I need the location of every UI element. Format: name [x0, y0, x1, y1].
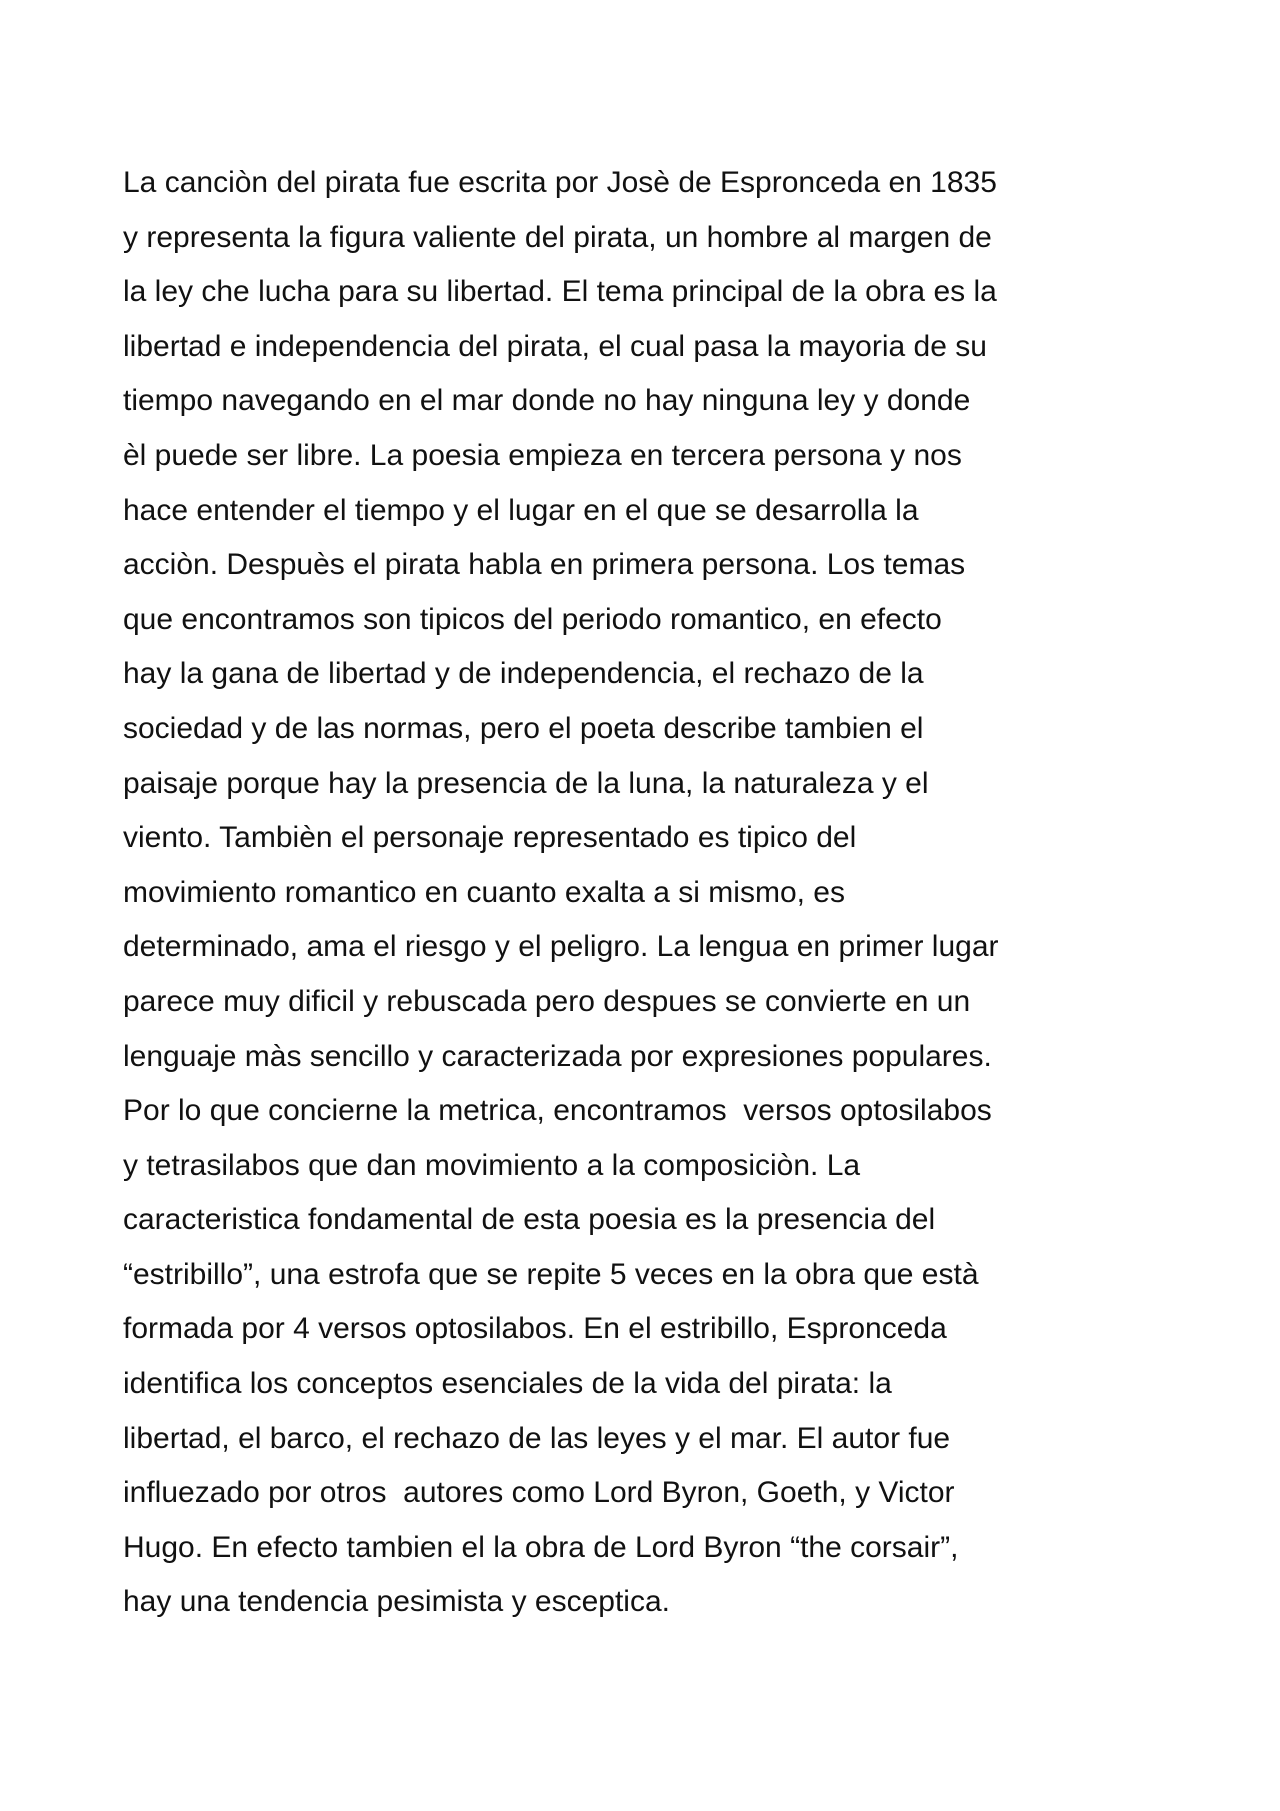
text-line: y tetrasilabos que dan movimiento a la composiciòn. La [123, 1148, 861, 1182]
text-line: libertad e independencia del pirata, el cual pasa la mayoria de su [123, 329, 987, 363]
text-line: hay una tendencia pesimista y esceptica. [123, 1585, 670, 1619]
text-line: lenguaje màs sencillo y caracterizada por expresiones populares. [123, 1039, 992, 1073]
text-line: la ley che lucha para su libertad. El tema principal de la obra es la [123, 275, 997, 309]
text-line: sociedad y de las normas, pero el poeta describe tambien el [123, 711, 924, 745]
text-line: acciòn. Despuès el pirata habla en primera persona. Los temas [123, 548, 966, 582]
text-line: viento. Tambièn el personaje representado es tipico del [123, 821, 857, 855]
text-line: hay la gana de libertad y de independencia, el rechazo de la [123, 657, 924, 691]
text-line: “estribillo”, una estrofa que se repite 5 veces en la obra que està [123, 1257, 979, 1291]
text-line: identifica los conceptos esenciales de la vida del pirata: la [123, 1367, 892, 1401]
text-line: èl puede ser libre. La poesia empieza en tercera persona y nos [123, 438, 962, 472]
text-line: movimiento romantico en cuanto exalta a si mismo, es [123, 875, 845, 909]
text-line: Hugo. En efecto tambien el la obra de Lord Byron “the corsair”, [123, 1530, 959, 1564]
text-line: que encontramos son tipicos del periodo romantico, en efecto [123, 602, 942, 636]
text-line: caracteristica fondamental de esta poesia es la presencia del [123, 1203, 936, 1237]
text-line: hace entender el tiempo y el lugar en el que se desarrolla la [123, 493, 919, 527]
text-line: libertad, el barco, el rechazo de las leyes y el mar. El autor fue [123, 1421, 951, 1455]
text-line: determinado, ama el riesgo y el peligro. La lengua en primer lugar [123, 930, 999, 964]
text-line: La canciòn del pirata fue escrita por Josè de Espronceda en 1835 [123, 166, 997, 199]
text-line: formada por 4 versos optosilabos. En el estribillo, Espronceda [123, 1312, 947, 1346]
text-line: paisaje porque hay la presencia de la luna, la naturaleza y el [123, 766, 929, 800]
text-line: Por lo que concierne la metrica, encontramos versos optosilabos [123, 1094, 992, 1128]
text-line: parece muy dificil y rebuscada pero despues se convierte en un [123, 984, 971, 1018]
text-line: influezado por otros autores como Lord Byron, Goeth, y Victor [123, 1476, 955, 1510]
text-line: tiempo navegando en el mar donde no hay ninguna ley y donde [123, 384, 971, 418]
body-paragraph [123, 156, 1203, 1630]
text-line: y representa la figura valiente del pirata, un hombre al margen de [123, 220, 992, 254]
